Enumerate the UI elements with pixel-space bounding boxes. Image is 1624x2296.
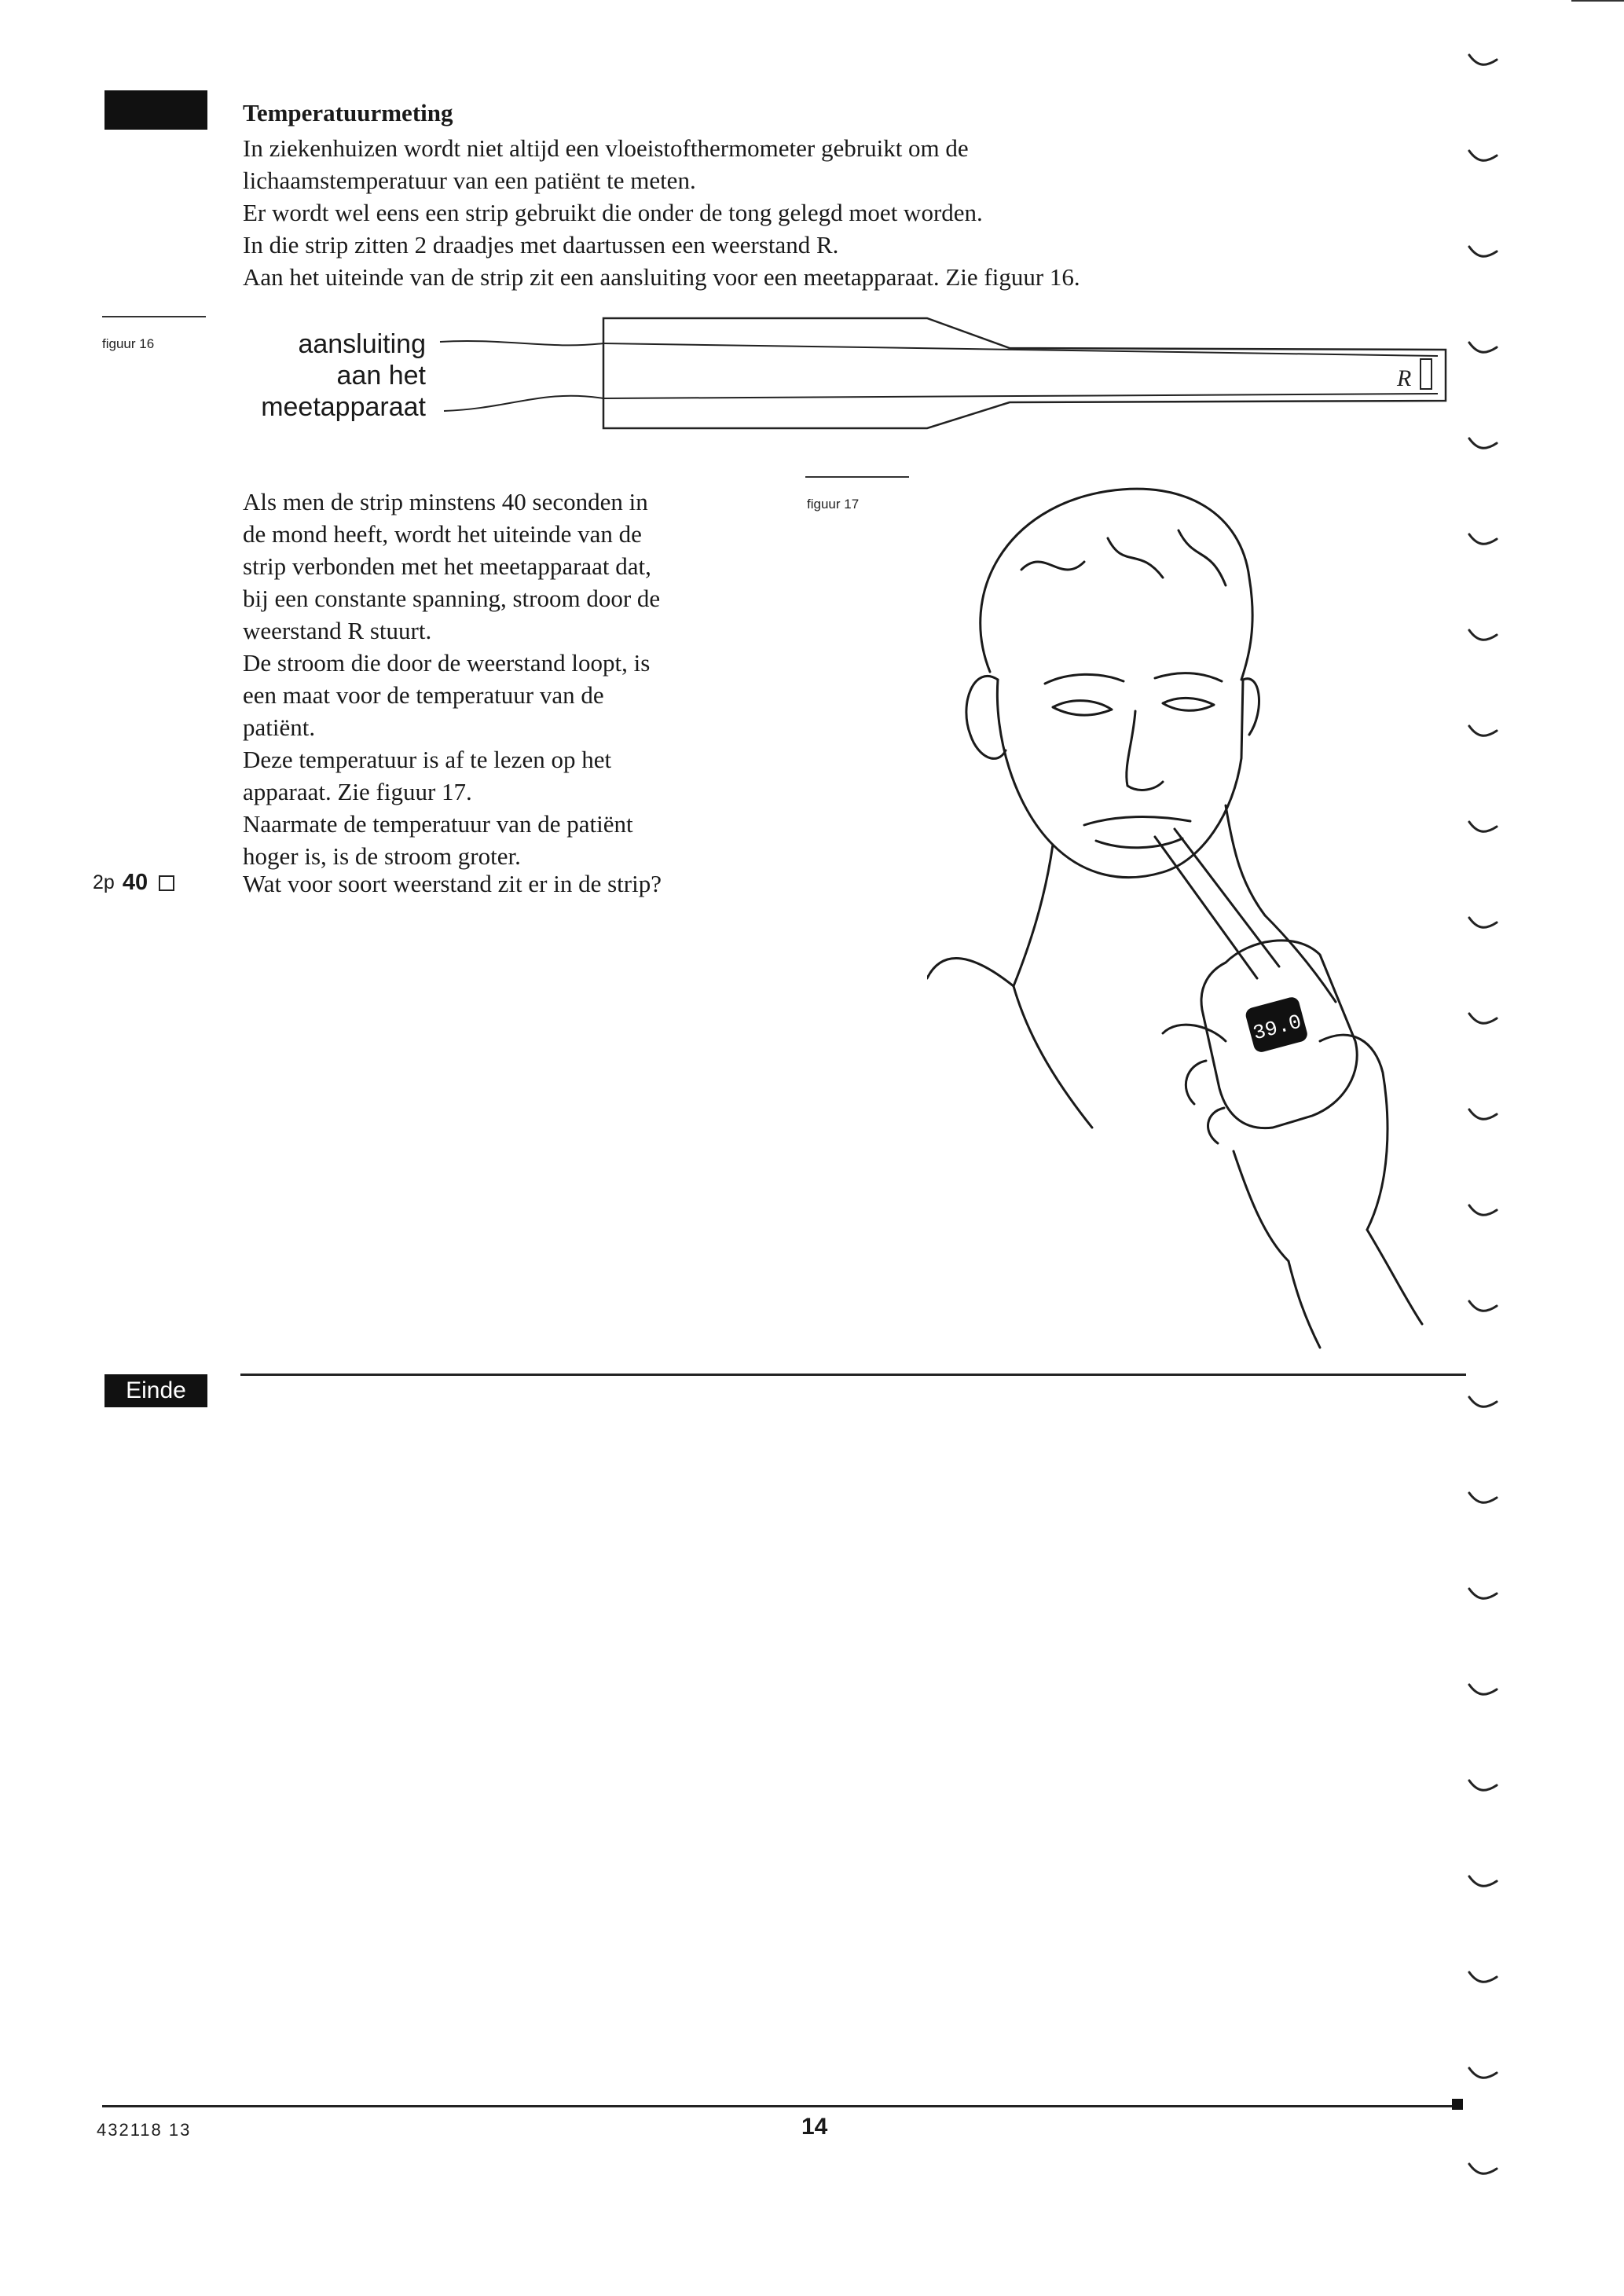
body-line: Deze temperatuur is af te lezen op het <box>243 746 612 773</box>
intro-line: Er wordt wel eens een strip gebruikt die onder de tong gelegd moet worden. <box>243 199 983 226</box>
neck-right <box>1226 805 1265 915</box>
binder-tick <box>1469 1109 1497 1119</box>
intro-line: In die strip zitten 2 draadjes met daartussen een weerstand R. <box>243 231 839 259</box>
collar-right <box>1265 915 1336 1002</box>
body-line: een maat voor de temperatuur van de <box>243 681 604 709</box>
hair-outline <box>981 489 1252 680</box>
hand-back <box>1320 1035 1388 1230</box>
sleeve <box>1289 1261 1320 1348</box>
wire-upper-lead <box>440 341 603 345</box>
binder-tick <box>1469 55 1497 64</box>
question-number: 40 <box>122 870 148 895</box>
body-line: patiënt. <box>243 713 316 741</box>
wrist-left <box>1234 1151 1289 1261</box>
eyebrow-right <box>1155 673 1222 681</box>
body-paragraph <box>243 486 777 872</box>
connector-line: meetapparaat <box>261 392 426 422</box>
eye-left <box>1053 701 1112 716</box>
fingers <box>1163 1025 1226 1143</box>
neck-left <box>1014 845 1053 986</box>
binder-tick <box>1469 822 1497 831</box>
end-rule <box>240 1374 1466 1376</box>
question-marker <box>93 870 174 896</box>
figure16-rule <box>102 316 206 317</box>
intro-line: Aan het uiteinde van de strip zit een aansluiting voor een meetapparaat. Zie figuur 16. <box>243 263 1080 291</box>
resistor-symbol <box>1421 359 1432 389</box>
binder-tick <box>1469 1781 1497 1790</box>
body-line: de mond heeft, wordt het uiteinde van de <box>243 520 642 548</box>
intro-line: In ziekenhuizen wordt niet altijd een vloeistofthermometer gebruikt om de <box>243 134 969 162</box>
body-line: weerstand R stuurt. <box>243 617 432 644</box>
binder-tick <box>1469 1205 1497 1215</box>
collar-left <box>927 959 1014 986</box>
binder-tick <box>1469 918 1497 927</box>
body-line: hoger is, is de stroom groter. <box>243 842 521 870</box>
margin-line <box>1571 0 1624 2</box>
body-line: Als men de strip minstens 40 seconden in <box>243 488 648 515</box>
display-reading: 39.0 <box>1250 1010 1304 1046</box>
connector-label <box>237 328 426 423</box>
wire-lower-lead <box>444 396 603 411</box>
binder-tick <box>1469 2068 1497 2078</box>
section-marker-block <box>104 90 207 130</box>
question-points: 2p <box>93 871 115 893</box>
binder-tick <box>1469 247 1497 256</box>
body-line: De stroom die door de weerstand loopt, is <box>243 649 651 677</box>
binder-tick <box>1469 151 1497 160</box>
binder-tick <box>1469 1972 1497 1982</box>
exam-code: 432118 13 <box>97 2120 192 2140</box>
footer-rule <box>102 2105 1458 2107</box>
intro-paragraph <box>243 132 1080 293</box>
question-text: Wat voor soort weerstand zit er in de strip? <box>243 870 662 897</box>
binder-tick <box>1469 1876 1497 1886</box>
binder-marks <box>1461 31 1524 2279</box>
shirt-line <box>1014 986 1092 1128</box>
binder-tick <box>1469 1397 1497 1407</box>
page-number: 14 <box>801 2114 828 2140</box>
probe-stem <box>1155 829 1279 978</box>
binder-tick <box>1469 1685 1497 1694</box>
eyebrow-left <box>1045 674 1124 684</box>
binder-tick <box>1469 630 1497 640</box>
mouth <box>1084 817 1190 825</box>
binder-tick <box>1469 1014 1497 1023</box>
binder-tick <box>1469 1589 1497 1598</box>
end-badge: Einde <box>104 1374 207 1407</box>
strip-outline <box>603 318 1446 428</box>
binder-tick <box>1469 2164 1497 2173</box>
binder-tick <box>1469 534 1497 544</box>
resistor-label: R <box>1397 365 1412 391</box>
body-line: Naarmate de temperatuur van de patiënt <box>243 810 633 838</box>
binder-tick <box>1469 1301 1497 1311</box>
ear-right <box>1243 679 1259 735</box>
body-line: bij een constante spanning, stroom door de <box>243 585 661 612</box>
figure17-illustration <box>927 475 1446 1355</box>
binder-tick <box>1469 1493 1497 1502</box>
hair-strands <box>1021 530 1226 585</box>
figure17-rule <box>805 476 909 478</box>
body-line: strip verbonden met het meetapparaat dat, <box>243 552 651 580</box>
eye-right <box>1163 698 1214 710</box>
binder-tick <box>1469 726 1497 735</box>
intro-line: lichaamstemperatuur van een patiënt te meten. <box>243 167 696 194</box>
lower-lip <box>1096 838 1182 848</box>
ear-left <box>966 676 1006 758</box>
binder-tick <box>1469 438 1497 448</box>
nose <box>1127 711 1163 790</box>
figure16-label: figuur 16 <box>102 336 155 351</box>
section-title: Temperatuurmeting <box>243 99 453 127</box>
strip-diagram <box>424 310 1461 436</box>
binder-tick <box>1469 343 1497 352</box>
answer-checkbox[interactable] <box>159 875 174 891</box>
body-line: apparaat. Zie figuur 17. <box>243 778 472 805</box>
connector-line: aansluiting <box>298 329 426 359</box>
wrist-right <box>1367 1230 1422 1324</box>
figure17-label: figuur 17 <box>807 497 860 512</box>
connector-line: aan het <box>336 361 426 391</box>
inner-wire-bottom <box>603 394 1438 398</box>
